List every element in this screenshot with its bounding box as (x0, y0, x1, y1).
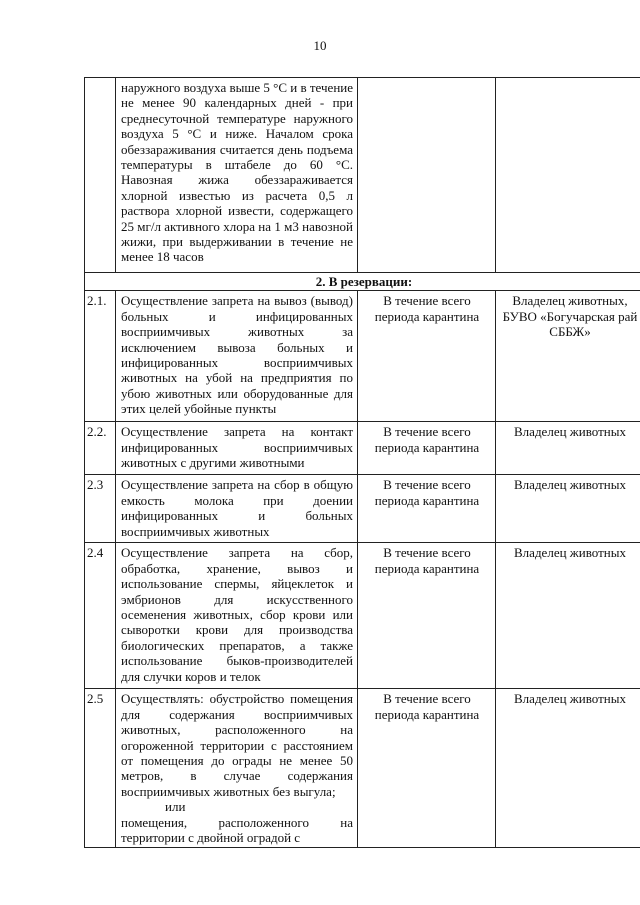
section-row (85, 273, 640, 291)
page-number: 10 (313, 38, 327, 53)
row-responsible: Владелец животных (496, 543, 640, 689)
row-action-cell (116, 689, 358, 848)
table-row (85, 422, 640, 475)
row-responsible: Владелец животных (496, 475, 640, 543)
table-row (85, 543, 640, 689)
row-number (85, 78, 116, 273)
row-term: В течение всего периода карантина (358, 291, 496, 422)
table-row (85, 475, 640, 543)
row-number: 2.1. (85, 291, 116, 422)
row-action: Осуществление запрета на сбор, обработка, хранение, вывоз и использование спермы, яйцеклеток и эмбрионов для искусственного осеменения животных, сбор крови или сыворотки крови для производства биологических препаратов, а также использование быков-производителей для случки коров и телок (116, 543, 358, 689)
row-number: 2.5 (85, 689, 116, 848)
row-term: В течение всего периода карантина (358, 475, 496, 543)
measures-table (84, 77, 640, 848)
row-responsible: Владелец животных (496, 689, 640, 848)
row-number: 2.2. (85, 422, 116, 475)
row-action-tail: помещения, расположенного на территории с двойной оградой с (121, 814, 353, 846)
row-responsible: Владелец животных, БУВО «Богучарская рай СББЖ» (496, 291, 640, 422)
section-heading: 2. В резервации: (85, 273, 640, 291)
row-action: Осуществлять: обустройство помещения для содержания восприимчивых животных, расположенного на огороженной территории с расстоянием от помещения до ограды не менее 50 метров, в случае содержания восприимчивых животных без выгула; (121, 691, 353, 799)
row-action: Осуществление запрета на сбор в общую емкость молока при доении инфицированных и больных восприимчивых животных (116, 475, 358, 543)
row-number: 2.4 (85, 543, 116, 689)
table-row (85, 689, 640, 848)
row-term: В течение всего периода карантина (358, 422, 496, 475)
row-number: 2.3 (85, 475, 116, 543)
row-term: В течение всего периода карантина (358, 543, 496, 689)
row-responsible (496, 78, 640, 273)
row-action: Осуществление запрета на вывоз (вывод) больных и инфицированных восприимчивых животных за исключением вывоза больных и инфицированных восприимчивых животных на убой на предприятия по убою животных или оборудованные для этих целей убойные пункты (116, 291, 358, 422)
row-action-or: или (165, 799, 186, 815)
table-row (85, 291, 640, 422)
row-action: наружного воздуха выше 5 °С и в течение не менее 90 календарных дней - при среднесуточной температуре наружного воздуха 5 °С и ниже. Началом срока обеззараживания считается день подъема температуры в штабеле до 60 °С. Навозная жижа обеззараживается хлорной известью из расчета 0,5 л раствора хлорной извести, содержащего 25 мг/л активного хлора на 1 м3 навозной жижи, при выдерживании в течение не менее 18 часов (116, 78, 358, 273)
row-term: В течение всего периода карантина (358, 689, 496, 848)
table-row (85, 78, 640, 273)
row-action: Осуществление запрета на контакт инфицированных восприимчивых животных с другими животными (116, 422, 358, 475)
row-responsible: Владелец животных (496, 422, 640, 475)
row-term (358, 78, 496, 273)
